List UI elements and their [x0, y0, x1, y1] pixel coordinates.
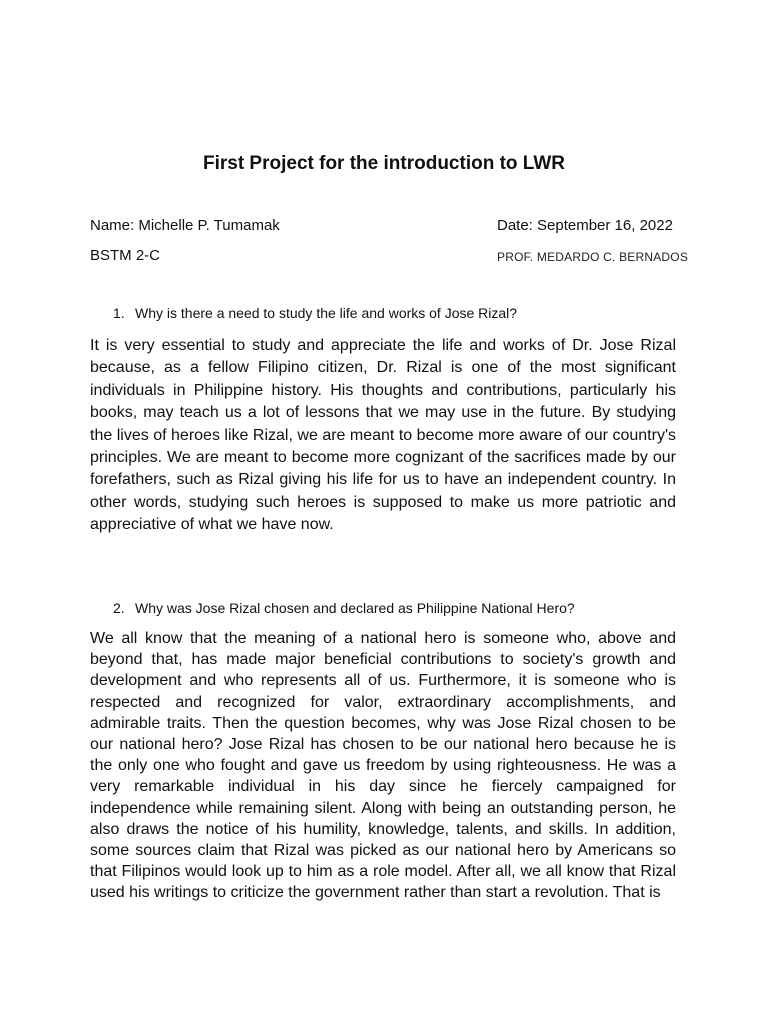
- professor-name: PROF. MEDARDO C. BERNADOS: [497, 250, 689, 264]
- question-1: [113, 304, 517, 322]
- question-number: 2.: [113, 600, 125, 616]
- question-2: [113, 599, 575, 617]
- question-text: Why was Jose Rizal chosen and declared as Philippine National Hero?: [135, 600, 575, 616]
- student-name: Name: Michelle P. Tumamak: [90, 217, 280, 234]
- question-number: 1.: [113, 305, 125, 321]
- class-section: BSTM 2-C: [90, 247, 161, 264]
- submission-date: Date: September 16, 2022: [497, 217, 673, 234]
- answer-1: It is very essential to study and appreciate the life and works of Dr. Jose Rizal because, as a fellow Filipino citizen, Dr. Rizal is one of the most significant individuals in Philippine history. His thoughts and contributions, particularly his books, may teach us a lot of lessons that we may use in the future. By studying the lives of heroes like Rizal, we are meant to become more aware of our country's principles. We are meant to become more cognizant of the sacrifices made by our forefathers, such as Rizal giving his life for us to have an independent country. In other words, studying such heroes is supposed to make us more patriotic and appreciative of what we have now.: [90, 337, 676, 534]
- question-text: Why is there a need to study the life and works of Jose Rizal?: [135, 305, 518, 321]
- document-title: First Project for the introduction to LWR: [202, 153, 566, 174]
- answer-2: We all know that the meaning of a national hero is someone who, above and beyond that, has made major beneficial contributions to society's growth and development and who represents all of us. Furthermore, it is someone who is respected and recognized for valor, extraordinary accomplishments, and admirable traits. Then the question becomes, why was Jose Rizal chosen to be our national hero? Jose Rizal has chosen to be our national hero because he is the only one who fought and gave us freedom by using righteousness. He was a very remarkable individual in his day since he fiercely campaigned for independence while remaining silent. Along with being an outstanding person, he also draws the notice of his humility, knowledge, talents, and skills. In addition, some sources claim that Rizal was picked as our national hero by Americans so that Filipinos would look up to him as a role model. After all, we all know that Rizal used his writings to criticize the government rather than start a revolution. That is: [90, 630, 676, 902]
